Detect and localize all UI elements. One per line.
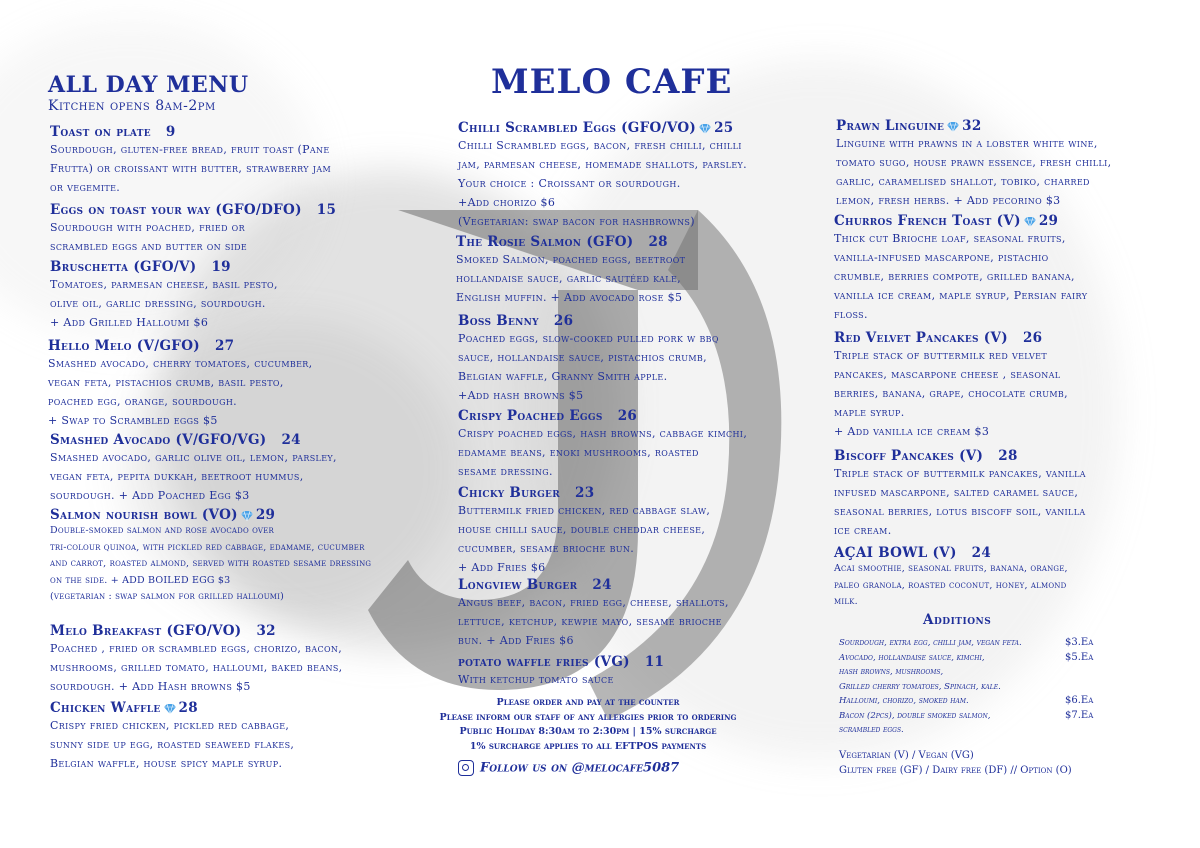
item-heading (50, 202, 450, 218)
addition-price: $3.Ea (1065, 637, 1094, 648)
item-name: Melo Breakfast (GFO/VO) (50, 623, 242, 639)
description-line: jam, parmesan cheese, homemade shallots, parsley. (458, 158, 748, 171)
menu-item (834, 545, 1154, 611)
description-line: Sourdough, gluten-free bread, fruit toast (Pane (50, 143, 330, 156)
notice-line: Please order and pay at the counter (496, 697, 680, 708)
description-line: + Add vanilla ice cream $3 (834, 425, 990, 438)
description-line: With ketchup tomato sauce (458, 673, 614, 686)
diamond-icon (241, 511, 253, 521)
description-line: (Vegetarian: swap bacon for hashbrowns) (458, 215, 695, 228)
description-line: floss. (834, 308, 868, 321)
menu-item (50, 259, 450, 332)
description-line: scrambled eggs and butter on side (50, 240, 248, 253)
description-line: crumble, berries compote, grilled banana, (834, 270, 1075, 283)
item-name: Chilli Scrambled Eggs (GFO/VO) (458, 120, 697, 136)
description-line: garlic, caramelised shallot, tobiko, charred (836, 175, 1090, 188)
item-name: Boss Benny (458, 313, 539, 329)
item-description (458, 424, 808, 481)
item-heading (50, 259, 450, 275)
description-line: Belgian waffle, house spicy maple syrup. (50, 757, 283, 770)
item-description (50, 275, 450, 332)
description-line: hollandaise sauce, garlic sautéed kale, (456, 272, 681, 285)
description-line: olive oil, garlic dressing, sourdough. (50, 297, 266, 310)
item-name: Smashed Avocado (V/GFO/VG) (50, 432, 267, 448)
addition-text: hash browns, mushrooms, (839, 667, 944, 677)
addition-row (839, 694, 1139, 709)
description-line: Crispy fried chicken, pickled red cabbage, (50, 719, 290, 732)
item-description (458, 501, 808, 577)
item-price: 27 (214, 338, 235, 354)
description-line: seasonal berries, lotus biscoff soil, vanilla (834, 505, 1086, 518)
menu-item (834, 213, 1154, 324)
addition-row (839, 723, 1139, 738)
description-line: vegan feta, pistachios crumb, basil pesto, (48, 376, 284, 389)
item-heading (50, 432, 450, 448)
description-line: English muffin. + Add avocado rose $5 (456, 291, 683, 304)
item-description (836, 134, 1156, 210)
description-line: house chilli sauce, double cheddar cheese, (458, 523, 706, 536)
diamond-icon (164, 704, 176, 714)
item-description (50, 523, 450, 606)
item-price: 28 (178, 700, 198, 716)
item-name: Bruschetta (GFO/V) (50, 259, 197, 275)
notice-line: Public Holiday 8:30am to 2:30pm | 15% surcharge (459, 726, 717, 737)
addition-text: scrambled eggs. (839, 725, 904, 735)
description-line: +Add chorizo $6 (458, 196, 556, 209)
item-heading (834, 545, 1154, 561)
description-line: vegan feta, pepita dukkah, beetroot hummus, (50, 470, 304, 483)
item-name: Churros French Toast (V) (834, 213, 1021, 229)
description-line: Double-smoked salmon and rose avocado over (50, 525, 274, 536)
item-heading (836, 118, 1156, 134)
description-line: Poached eggs, slow-cooked pulled pork w bbq (458, 332, 719, 345)
description-line: lemon, fresh herbs. + Add pecorino $3 (836, 194, 1061, 207)
notice-line: 1% surcharge applies to all EFTPOS payments (469, 740, 707, 752)
item-name: Prawn Linguine (836, 118, 945, 134)
social-follow[interactable] (458, 760, 679, 776)
item-heading (458, 313, 808, 329)
item-description (50, 218, 450, 256)
menu-item (458, 485, 808, 577)
item-price: 15 (316, 202, 337, 218)
item-heading (458, 654, 808, 670)
item-price: 29 (1038, 213, 1059, 229)
menu-item (458, 313, 808, 405)
item-heading (456, 234, 806, 250)
description-line: Smashed avocado, cherry tomatoes, cucumber, (48, 357, 313, 370)
item-price: 28 (998, 448, 1018, 464)
item-price: 29 (255, 507, 276, 523)
description-line: vanilla ice cream, maple syrup, Persian fairy (834, 289, 1088, 302)
item-description (834, 464, 1154, 540)
description-line: Your choice : Croissant or sourdough. (458, 177, 681, 190)
description-line: berries, banana, grape, chocolate crumb, (834, 387, 1068, 400)
description-line: Angus beef, bacon, fried egg, cheese, shallots, (458, 596, 729, 609)
menu-item (50, 432, 450, 505)
menu-item (50, 202, 450, 256)
description-line: infused mascarpone, salted caramel sauce, (834, 486, 1079, 499)
item-price: 26 (617, 408, 638, 424)
item-heading (50, 124, 450, 140)
item-description (834, 561, 1154, 611)
addition-row (839, 709, 1139, 724)
description-line: sourdough. + Add Poached Egg $3 (50, 489, 250, 502)
description-line: tri-colour quinoa, with pickled red cabbage, edamame, cucumber (50, 541, 365, 553)
menu-item (836, 118, 1156, 210)
description-line: sesame dressing. (458, 465, 553, 478)
item-price: 24 (971, 545, 992, 561)
diamond-icon (699, 124, 711, 134)
description-line: + Add Fries $6 (458, 561, 546, 574)
item-name: Eggs on toast your way (GFO/DFO) (50, 202, 302, 218)
description-line: Poached , fried or scrambled eggs, chorizo, bacon, (50, 642, 343, 655)
item-description (50, 448, 450, 505)
item-name: Biscoff Pancakes (V) (834, 448, 984, 464)
item-heading (834, 448, 1154, 464)
description-line: lettuce, ketchup, kewpie mayo, sesame brioche (458, 615, 722, 628)
description-line: and carrot, roasted almond, served with roasted sesame dressing (50, 558, 372, 569)
item-price: 25 (714, 120, 734, 136)
description-line: Smoked Salmon, poached eggs, beetroot (456, 253, 686, 266)
menu-item (456, 234, 806, 307)
addition-text: Grilled cherry tomatoes, Spinach, kale. (839, 681, 1001, 692)
menu-item (834, 330, 1154, 441)
diet-legend (839, 748, 1072, 778)
item-name: AÇAI BOWL (V) (834, 545, 957, 561)
menu-item (458, 120, 808, 231)
description-line: vanilla-infused mascarpone, pistachio (834, 251, 1049, 264)
menu-item (50, 623, 450, 696)
item-heading (458, 120, 808, 136)
item-heading (50, 623, 450, 639)
description-line: Linguine with prawns in a lobster white wine, (836, 137, 1098, 150)
addition-text: Avocado, hollandaise sauce, kimchi, (839, 652, 985, 663)
notice-line: Please inform our staff of any allergies prior to ordering (439, 711, 737, 723)
item-name: Red Velvet Pancakes (V) (834, 330, 1008, 346)
addition-row (839, 651, 1139, 666)
item-description (458, 329, 808, 405)
legend-line: Gluten free (GF) / Dairy free (DF) // Option (O) (839, 765, 1072, 776)
menu-item (48, 338, 448, 430)
notices (378, 696, 798, 754)
addition-text: Bacon (2pcs), double smoked salmon, (839, 710, 991, 721)
legend-line: Vegetarian (V) / Vegan (VG) (839, 750, 974, 761)
description-line: sourdough. + Add Hash browns $5 (50, 680, 251, 693)
description-line: or vegemite. (50, 181, 121, 194)
item-description (50, 639, 450, 696)
follow-text: Follow us on @melocafe5087 (480, 760, 680, 776)
item-price: 32 (962, 118, 982, 134)
description-line: Chilli Scrambled eggs, bacon, fresh chilli, chilli (458, 139, 742, 152)
description-line: on the side. + ADD BOILED EGG $3 (50, 574, 231, 586)
item-price: 28 (648, 234, 668, 250)
item-heading (50, 507, 450, 523)
description-line: Buttermilk fried chicken, red cabbage slaw, (458, 504, 711, 517)
item-description (458, 136, 808, 231)
description-line: milk. (834, 596, 858, 607)
item-price: 23 (575, 485, 595, 501)
addition-price: $6.Ea (1065, 695, 1094, 706)
description-line: +Add hash browns $5 (458, 389, 584, 402)
item-price: 24 (281, 432, 301, 448)
instagram-icon (458, 760, 474, 776)
item-name: potato waffle fries (VG) (458, 654, 630, 670)
addition-price: $7.Ea (1065, 709, 1094, 721)
description-line: sunny side up egg, roasted seaweed flakes, (50, 738, 295, 751)
item-name: The Rosie Salmon (GFO) (456, 234, 634, 250)
item-name: Chicky Burger (458, 485, 560, 501)
item-description (458, 670, 808, 689)
item-description (458, 593, 808, 650)
item-price: 19 (211, 259, 231, 275)
description-line: + Add Grilled Halloumi $6 (50, 316, 209, 329)
item-heading (458, 408, 808, 424)
item-price: 26 (1022, 330, 1043, 346)
item-name: Salmon nourish bowl (VO) (50, 507, 238, 523)
addition-text: Halloumi, chorizo, smoked ham. (839, 696, 969, 706)
description-line: tomato sugo, house prawn essence, fresh chilli, (836, 156, 1112, 169)
description-line: edamame beans, enoki mushrooms, roasted (458, 446, 699, 459)
item-description (50, 140, 450, 197)
description-line: Frutta) or croissant with butter, strawberry jam (50, 162, 331, 175)
item-name: Crispy Poached Eggs (458, 408, 603, 424)
item-description (834, 229, 1154, 324)
item-price: 26 (553, 313, 574, 329)
menu-item (50, 124, 450, 197)
item-name: Toast on plate (50, 124, 151, 140)
additions-title: Additions (923, 612, 992, 628)
description-line: Acai smoothie, seasonal fruits, banana, orange, (834, 563, 1068, 574)
item-heading (834, 213, 1154, 229)
description-line: bun. + Add Fries $6 (458, 634, 574, 647)
description-line: + Swap to Scrambled eggs $5 (48, 414, 218, 427)
description-line: ice cream. (834, 524, 892, 537)
description-line: Sourdough with poached, fried or (50, 221, 245, 234)
cafe-name: MELO CAFE (491, 62, 733, 102)
menu-item (50, 507, 450, 606)
description-line: cucumber, sesame brioche bun. (458, 542, 635, 555)
menu-item (834, 448, 1154, 540)
description-line: maple syrup. (834, 406, 905, 419)
item-description (456, 250, 806, 307)
item-price: 11 (644, 654, 665, 670)
menu-title: ALL DAY MENU (48, 72, 249, 98)
item-description (834, 346, 1154, 441)
item-heading (834, 330, 1154, 346)
description-line: Crispy poached eggs, hash browns, cabbage kimchi, (458, 427, 748, 440)
item-price: 24 (592, 577, 612, 593)
addition-row (839, 680, 1139, 695)
diamond-icon (1024, 217, 1036, 227)
addition-row (839, 636, 1139, 651)
item-heading (48, 338, 448, 354)
description-line: sauce, hollandaise sauce, pistachios crumb, (458, 351, 708, 364)
addition-row (839, 665, 1139, 680)
addition-text: Sourdough, extra egg, chilli jam, vegan feta. (839, 638, 1022, 648)
item-price: 32 (256, 623, 276, 639)
description-line: Triple stack of buttermilk red velvet (834, 349, 1048, 362)
menu-item (458, 577, 808, 650)
description-line: pancakes, mascarpone cheese , seasonal (834, 368, 1061, 381)
description-line: poached egg, orange, sourdough. (48, 395, 237, 408)
item-description (48, 354, 448, 430)
item-name: Hello Melo (V/GFO) (48, 338, 200, 354)
item-name: Chicken Waffle (50, 700, 161, 716)
item-heading (458, 577, 808, 593)
item-price: 9 (165, 124, 176, 140)
diamond-icon (947, 122, 959, 132)
description-line: paleo granola, roasted coconut, honey, almond (834, 579, 1067, 591)
description-line: Triple stack of buttermilk pancakes, vanilla (834, 467, 1086, 480)
description-line: (vegetarian : swap salmon for grilled halloumi) (50, 591, 285, 602)
kitchen-hours: Kitchen opens 8am-2pm (48, 98, 216, 114)
item-heading (458, 485, 808, 501)
description-line: Smashed avocado, garlic olive oil, lemon, parsley, (50, 451, 337, 464)
addition-price: $5.Ea (1065, 651, 1094, 663)
description-line: mushrooms, grilled tomato, halloumi, baked beans, (50, 661, 343, 674)
description-line: Tomatoes, parmesan cheese, basil pesto, (50, 278, 278, 291)
menu-item (458, 408, 808, 481)
menu-item (458, 654, 808, 689)
description-line: Thick cut Brioche loaf, seasonal fruits, (834, 232, 1066, 245)
description-line: Belgian waffle, Granny Smith apple. (458, 370, 668, 383)
item-name: Longview Burger (458, 577, 578, 593)
